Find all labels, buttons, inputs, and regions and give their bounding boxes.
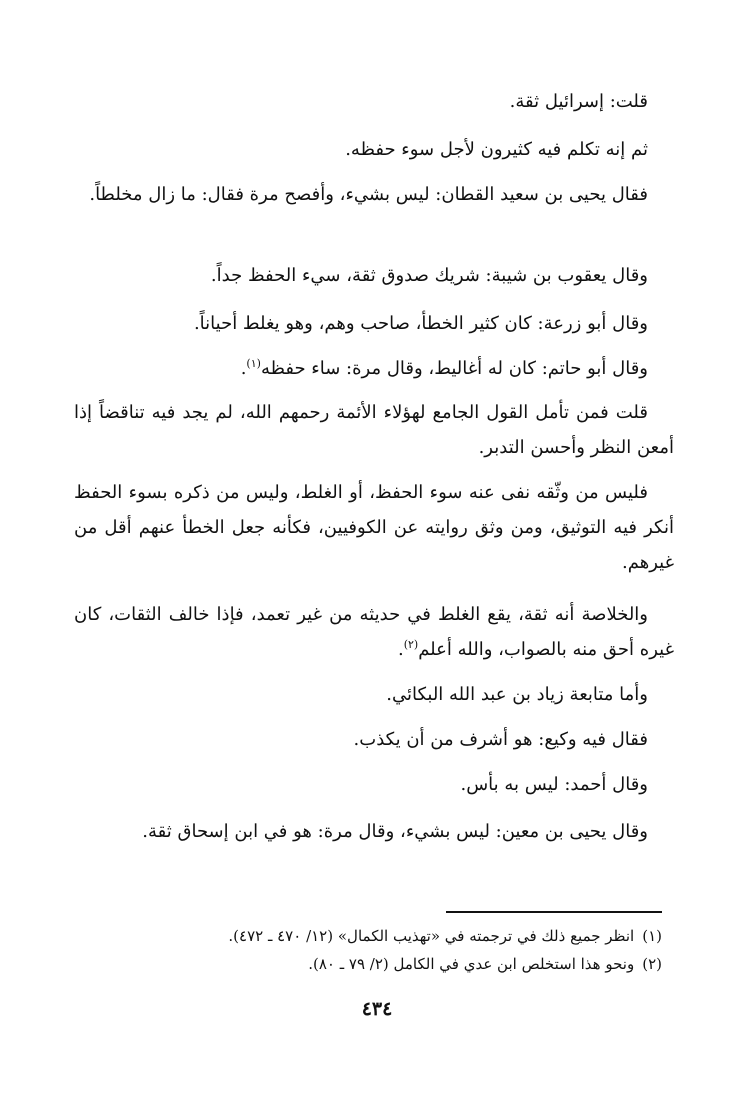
footnote-text: ونحو هذا استخلص ابن عدي في الكامل (٢/ ٧٩ ـ ٨٠).	[308, 955, 635, 973]
paragraph-text: قلت فمن تأمل القول الجامع لهؤلاء الأئمة رحمهم الله، لم يجد فيه تناقضاً إذا أمعن النظر وأحسن التدبر.	[74, 402, 674, 458]
paragraph-text: وقال أبو حاتم: كان له أغاليط، وقال مرة: ساء حفظه	[260, 358, 648, 379]
paragraph-text: فقال يحيى بن سعيد القطان: ليس بشيء، وأفصح مرة فقال: ما زال مخلطاً.	[89, 184, 648, 205]
footnote-marker: (٢)	[403, 638, 419, 651]
footnote-number: (١)	[642, 927, 662, 945]
paragraph	[74, 475, 674, 580]
paragraph	[74, 306, 674, 341]
paragraph	[74, 677, 674, 712]
paragraph	[74, 814, 674, 849]
paragraph-text: وقال أحمد: ليس به بأس.	[460, 774, 648, 795]
footnote-text: انظر جميع ذلك في ترجمته في «تهذيب الكمال» (١٢/ ٤٧٠ ـ ٤٧٢).	[228, 927, 635, 945]
paragraph	[74, 177, 674, 212]
paragraph-text: فليس من وثّقه نفى عنه سوء الحفظ، أو الغلط، وليس من ذكره بسوء الحفظ أنكر فيه التوثيق، ومن وثق روايته عن الكوفيين، فكأنه جعل الخطأ عنهم أقل من غيرهم.	[74, 482, 674, 573]
footnote-number: (٢)	[642, 955, 662, 973]
paragraph	[74, 84, 674, 119]
footnotes	[102, 922, 662, 978]
paragraph-text: وأما متابعة زياد بن عبد الله البكائي.	[386, 684, 648, 705]
footnote	[102, 922, 662, 950]
paragraph-text: والخلاصة أنه ثقة، يقع الغلط في حديثه من غير تعمد، فإذا خالف الثقات، كان غيره أحق منه بالصواب، والله أعلم	[74, 604, 674, 660]
paragraph-text: وقال يحيى بن معين: ليس بشيء، وقال مرة: هو في ابن إسحاق ثقة.	[142, 821, 648, 842]
paragraph	[74, 351, 674, 386]
footnote-marker: (١)	[246, 357, 261, 370]
footnote-divider	[446, 911, 662, 913]
paragraph-text: قلت: إسرائيل ثقة.	[509, 91, 648, 112]
paragraph	[74, 258, 674, 293]
paragraph	[74, 767, 674, 802]
paragraph	[74, 132, 674, 167]
paragraph-text: ثم إنه تكلم فيه كثيرون لأجل سوء حفظه.	[345, 139, 648, 160]
paragraph	[74, 597, 674, 667]
paragraph	[74, 395, 674, 465]
footnote	[102, 950, 662, 978]
paragraph	[74, 722, 674, 757]
paragraph-text: فقال فيه وكيع: هو أشرف من أن يكذب.	[353, 729, 648, 750]
page-number: ٤٣٤	[361, 998, 393, 1020]
paragraph-tail: .	[240, 358, 247, 379]
paragraph-text: وقال يعقوب بن شيبة: شريك صدوق ثقة، سيء الحفظ جداً.	[210, 265, 648, 286]
paragraph-text: وقال أبو زرعة: كان كثير الخطأ، صاحب وهم، وهو يغلط أحياناً.	[193, 313, 648, 334]
paragraph-tail: .	[397, 639, 404, 660]
